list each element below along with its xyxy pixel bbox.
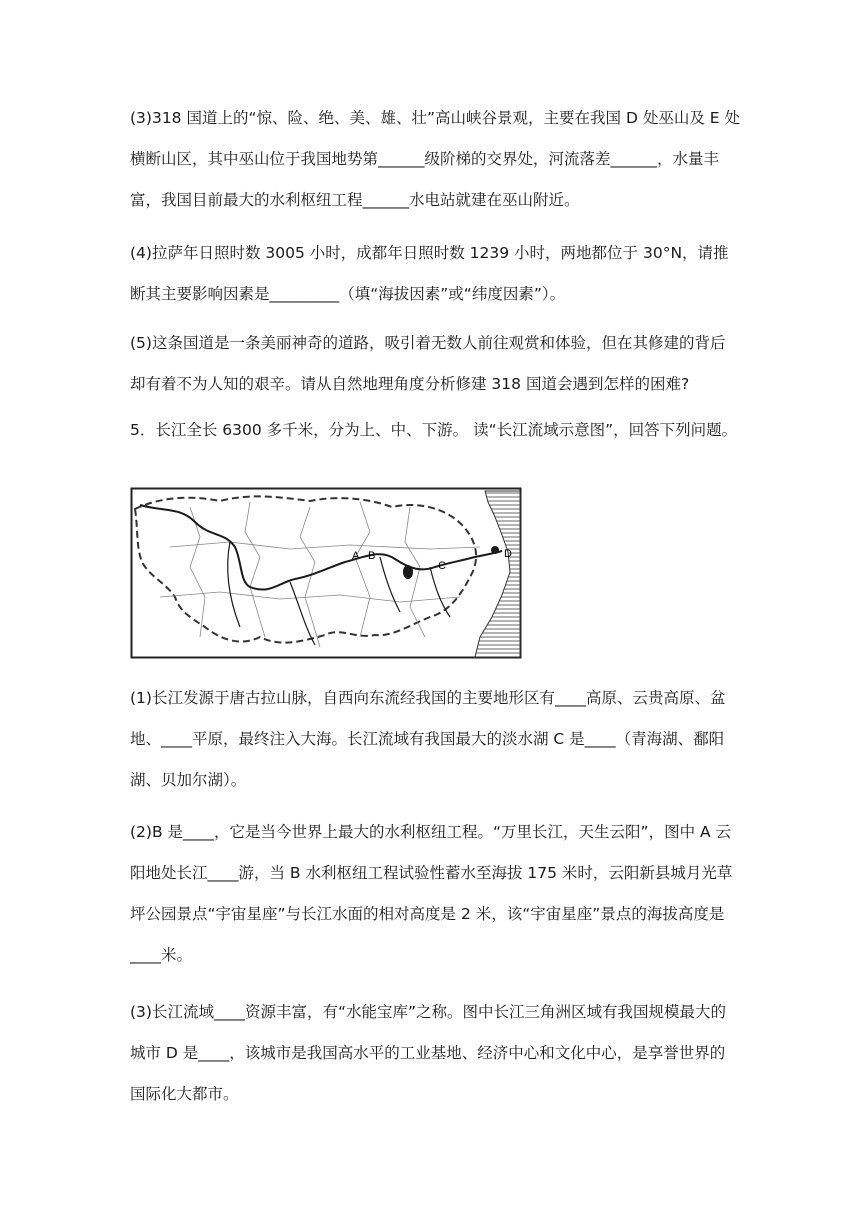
map-label-b: B	[368, 550, 376, 562]
q4-part3: (3)318 国道上的“惊、险、绝、美、雄、壮”高山峡谷景观，主要在我国 D 处巫山及 E 处横断山区，其中巫山位于我国地势第______级阶梯的交界处，河流落差______，水量丰富，我国目前最大的水利枢纽工程______水电站就建在巫山附近。	[130, 109, 740, 209]
yangtze-basin-map	[130, 487, 522, 659]
map-label-c: C	[438, 560, 446, 572]
q4-part5: (5)这条国道是一条美丽神奇的道路，吸引着无数人前往观赏和体验，但在其修建的背后却有着不为人知的艰辛。请从自然地理角度分析修建 318 国道会遇到怎样的困难?	[130, 334, 726, 393]
q5-intro: 5．长江全长 6300 多千米，分为上、中、下游。 读“长江流域示意图”，回答下列问题。	[130, 421, 738, 439]
q5-part1: (1)长江发源于唐古拉山脉，自西向东流经我国的主要地形区有____高原、云贵高原、盆地、____平原，最终注入大海。长江流域有我国最大的淡水湖 C 是____（青海湖、鄱阳湖、贝加尔湖）。	[130, 689, 726, 789]
q5-part3: (3)长江流域____资源丰富，有“水能宝库”之称。图中长江三角洲区域有我国规模最大的城市 D 是____，该城市是我国高水平的工业基地、经济中心和文化中心，是享誉世界的国际化大都市。	[130, 1003, 727, 1103]
city-d-marker	[491, 546, 499, 554]
lake-c-marker	[403, 565, 413, 579]
map-label-d: D	[504, 548, 512, 560]
map-frame	[132, 489, 521, 658]
q4-part4: (4)拉萨年日照时数 3005 小时，成都年日照时数 1239 小时，两地都位于 30°N，请推断其主要影响因素是_________（填“海拔因素”或“纬度因素”）。	[130, 244, 729, 303]
q5-part2: (2)B 是____，它是当今世界上最大的水利枢纽工程。“万里长江，天生云阳”，图中 A 云阳地处长江____游，当 B 水利枢纽工程试验性蓄水至海拔 175 米时，云阳新县城月光草坪公园景点“宇宙星座”与长江水面的相对高度是 2 米，该“宇宙星座”景点的海拔高度是____米。	[130, 823, 733, 964]
map-label-a: A	[352, 550, 360, 562]
